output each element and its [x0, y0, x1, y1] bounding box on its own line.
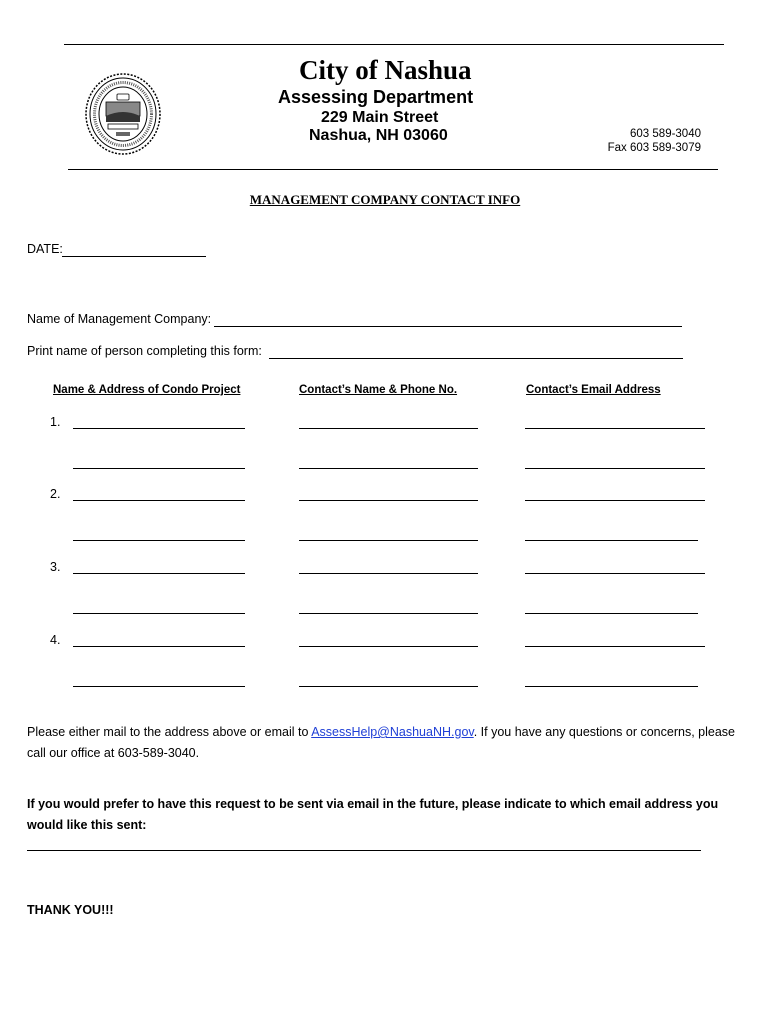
email-line[interactable] [525, 686, 698, 687]
project-line[interactable] [73, 613, 245, 614]
instructions-text-part1: Please either mail to the address above or email to [27, 725, 312, 739]
date-field-line[interactable] [62, 256, 206, 257]
email-request-line[interactable] [27, 850, 701, 851]
form-title [0, 192, 770, 208]
company-label: Name of Management Company: [27, 312, 212, 326]
project-line[interactable] [73, 500, 245, 501]
email-line[interactable] [525, 540, 698, 541]
email-line[interactable] [525, 468, 705, 469]
email-request-text: If you would prefer to have this request to be sent via email in the future, please indicate to which email address you would like this sent: [27, 797, 719, 832]
row-number: 1. [50, 415, 61, 429]
project-line[interactable] [73, 646, 245, 647]
person-field-line[interactable] [269, 358, 683, 359]
project-line[interactable] [73, 428, 245, 429]
contact-line[interactable] [299, 540, 478, 541]
city-state-zip: Nashua, NH 03060 [309, 127, 448, 144]
project-line[interactable] [73, 573, 245, 574]
contact-line[interactable] [299, 468, 478, 469]
city-name: City of Nashua [299, 55, 472, 85]
contact-line[interactable] [299, 646, 478, 647]
project-line[interactable] [73, 686, 245, 687]
email-line[interactable] [525, 500, 705, 501]
department-name: Assessing Department [278, 87, 474, 107]
email-link[interactable]: AssessHelp@NashuaNH.gov [311, 725, 474, 739]
fax-number: Fax 603 589-3079 [607, 142, 701, 154]
email-line[interactable] [525, 646, 705, 647]
street-address: 229 Main Street [321, 109, 439, 126]
project-line[interactable] [73, 540, 245, 541]
project-line[interactable] [73, 468, 245, 469]
company-field-line[interactable] [214, 326, 682, 327]
header-bottom-rule [68, 169, 718, 170]
row-number: 2. [50, 487, 61, 501]
column-header-contact: Contact’s Name & Phone No. [299, 384, 458, 396]
contact-line[interactable] [299, 686, 478, 687]
contact-line[interactable] [299, 613, 478, 614]
phone-number: 603 589-3040 [630, 128, 701, 140]
form-title-text: MANAGEMENT COMPANY CONTACT INFO [249, 192, 521, 207]
instructions-text-part2: . If you have any questions or concerns, please call our office at 603-589-3040. [27, 725, 735, 760]
header-top-rule [64, 44, 724, 45]
contact-line[interactable] [299, 573, 478, 574]
column-header-email: Contact’s Email Address [526, 384, 661, 396]
email-line[interactable] [525, 613, 698, 614]
row-number: 4. [50, 633, 61, 647]
contact-line[interactable] [299, 428, 478, 429]
closing-text: THANK YOU!!! [27, 903, 114, 917]
email-line[interactable] [525, 573, 705, 574]
email-line[interactable] [525, 428, 705, 429]
instructions-paragraph [27, 722, 747, 764]
date-label: DATE: [27, 242, 63, 256]
city-seal-icon [84, 72, 162, 156]
row-number: 3. [50, 560, 61, 574]
person-label: Print name of person completing this form: [27, 344, 262, 358]
contact-line[interactable] [299, 500, 478, 501]
column-header-project: Name & Address of Condo Project [53, 384, 241, 396]
